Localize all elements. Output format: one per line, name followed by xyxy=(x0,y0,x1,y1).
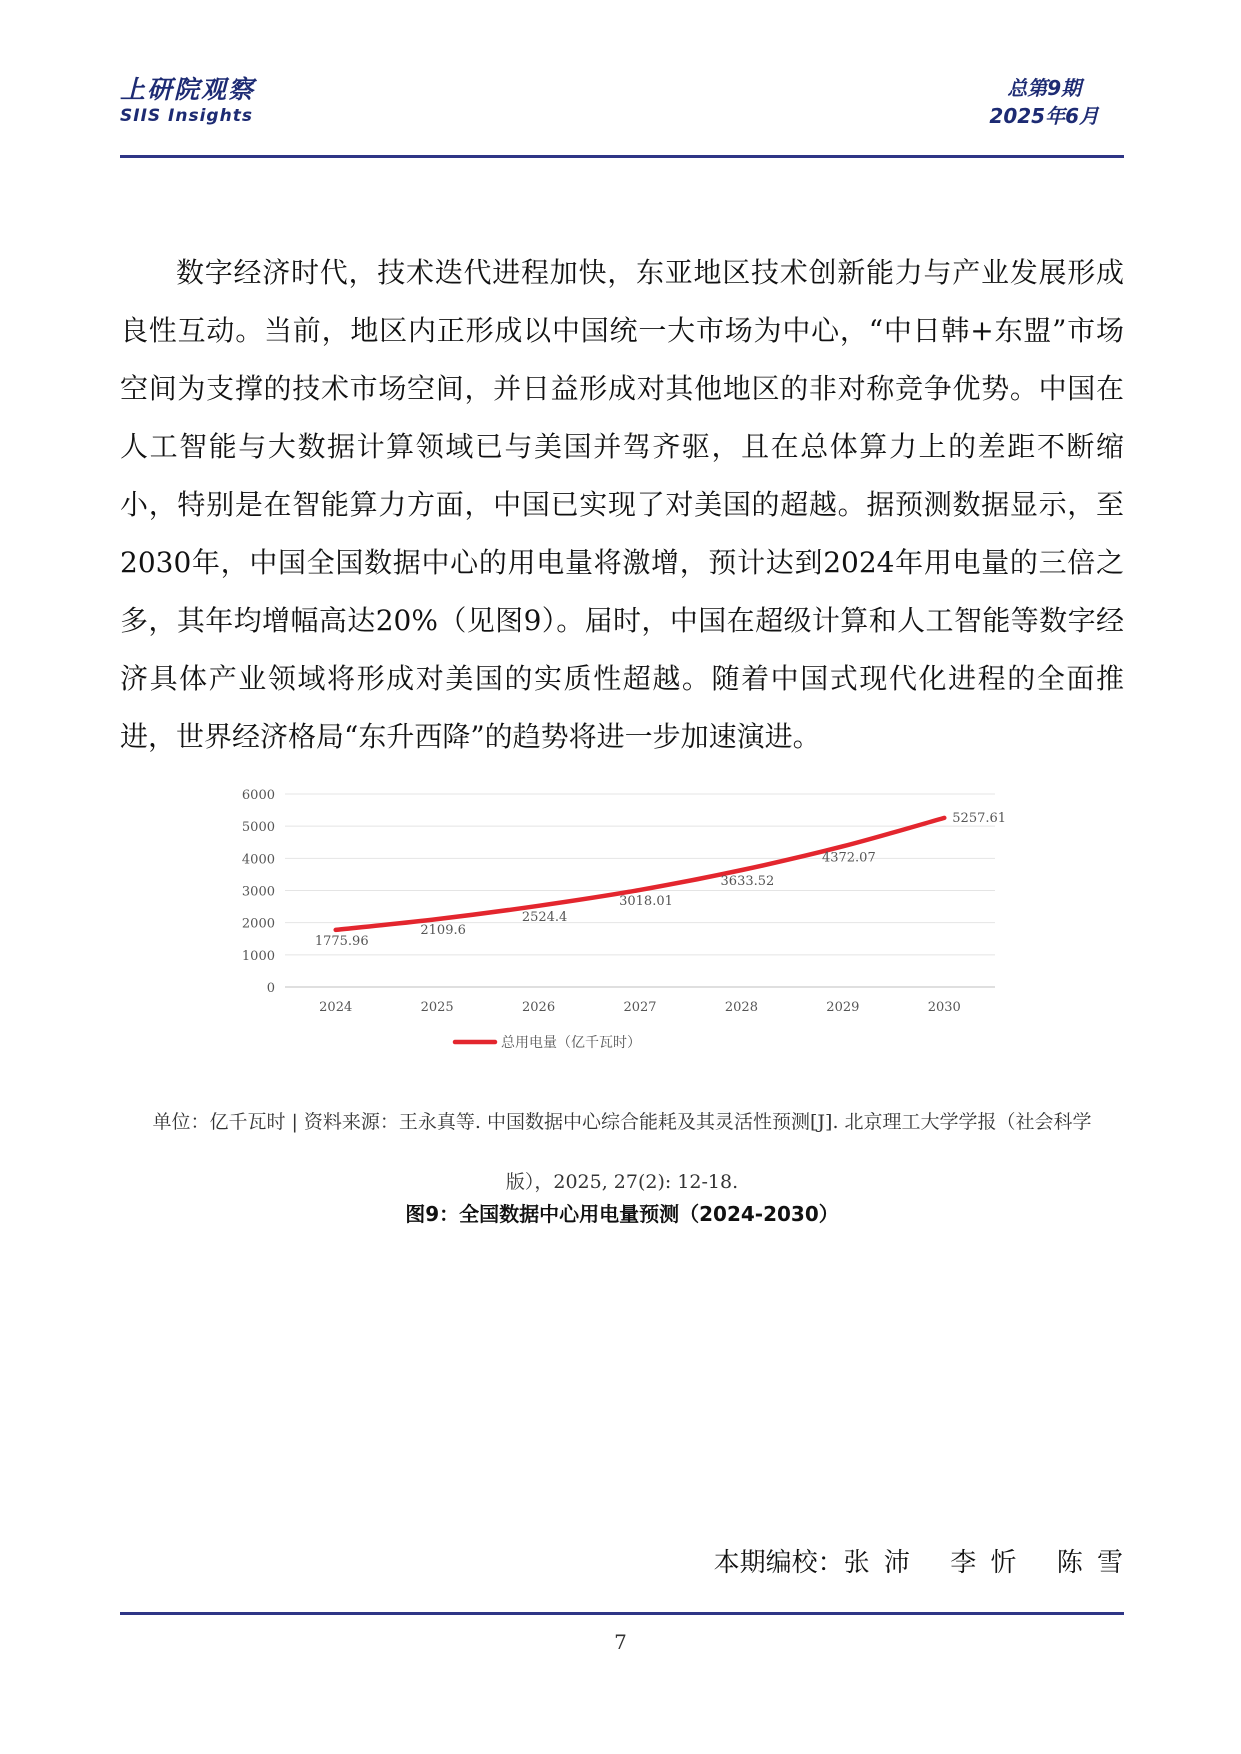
y-tick-label: 1000 xyxy=(241,948,275,964)
editors: 本期编校：张 沛 李 忻 陈 雪 xyxy=(713,1548,1123,1578)
x-tick-label: 2026 xyxy=(522,1000,556,1015)
figure-source xyxy=(120,1092,1124,1212)
x-tick-label: 2028 xyxy=(724,1000,758,1015)
y-tick-label: 2000 xyxy=(241,916,275,932)
x-tick-label: 2025 xyxy=(420,1000,454,1015)
source-line-1: 单位：亿千瓦时 | 资料来源：王永真等. 中国数据中心综合能耗及其灵活性预测[J]. 北京理工大学学报（社会科学 xyxy=(152,1111,1092,1133)
y-tick-label: 0 xyxy=(266,981,275,996)
header-rule xyxy=(120,155,1124,158)
issue-date: 2025年6月 xyxy=(989,104,1099,128)
series-line xyxy=(336,818,945,930)
issue-number: 总第9期 xyxy=(1007,76,1082,100)
figure-caption: 图9：全国数据中心用电量预测（2024-2030） xyxy=(405,1202,839,1226)
data-label: 1775.96 xyxy=(314,933,369,949)
paragraph: 数字经济时代，技术迭代进程加快，东亚地区技术创新能力与产业发展形成良性互动。当前，地区内正形成以中国统一大市场为中心，“中日韩+东盟”市场空间为支撑的技术市场空间，并日益形成对其他地区的非对称竞争优势。中国在人工智能与大数据计算领域已与美国并驾齐驱，且在总体算力上的差距不断缩小，特别是在智能算力方面，中国已实现了对美国的超越。据预测数据显示，至2030年，中国全国数据中心的用电量将激增，预计达到2024年用电量的三倍之多，其年均增幅高达20%（见图9）。届时，中国在超级计算和人工智能等数字经济具体产业领域将形成对美国的实质性超越。随着中国式现代化进程的全面推进，世界经济格局“东升西降”的趋势将进一步加速演进。 xyxy=(120,256,1124,753)
data-label: 2109.6 xyxy=(420,923,466,939)
body-text xyxy=(120,244,1124,766)
x-tick-label: 2027 xyxy=(623,1000,657,1015)
data-label: 4372.07 xyxy=(821,850,876,866)
y-tick-label: 3000 xyxy=(241,884,275,900)
logo-english: SIIS Insights xyxy=(120,106,253,126)
footer-rule xyxy=(120,1612,1124,1615)
source-line-2: 版），2025, 27(2): 12-18. xyxy=(505,1171,739,1193)
data-label: 2524.4 xyxy=(521,909,568,925)
legend-label: 总用电量（亿千瓦时） xyxy=(501,1035,641,1051)
header-right xyxy=(989,74,1099,130)
y-tick-label: 5000 xyxy=(241,820,275,836)
logo-chinese: 上研院观察 xyxy=(120,75,256,104)
page-number: 7 xyxy=(614,1630,627,1654)
y-tick-label: 6000 xyxy=(241,788,275,803)
y-tick-label: 4000 xyxy=(241,852,275,868)
data-label: 5257.61 xyxy=(952,810,1007,826)
x-tick-label: 2029 xyxy=(826,1000,860,1015)
data-label: 3633.52 xyxy=(720,874,775,890)
x-tick-label: 2030 xyxy=(927,1000,961,1015)
electricity-line-chart xyxy=(230,780,1020,1070)
header-left xyxy=(120,76,255,126)
data-label: 3018.01 xyxy=(619,893,673,909)
x-tick-label: 2024 xyxy=(319,1000,353,1015)
